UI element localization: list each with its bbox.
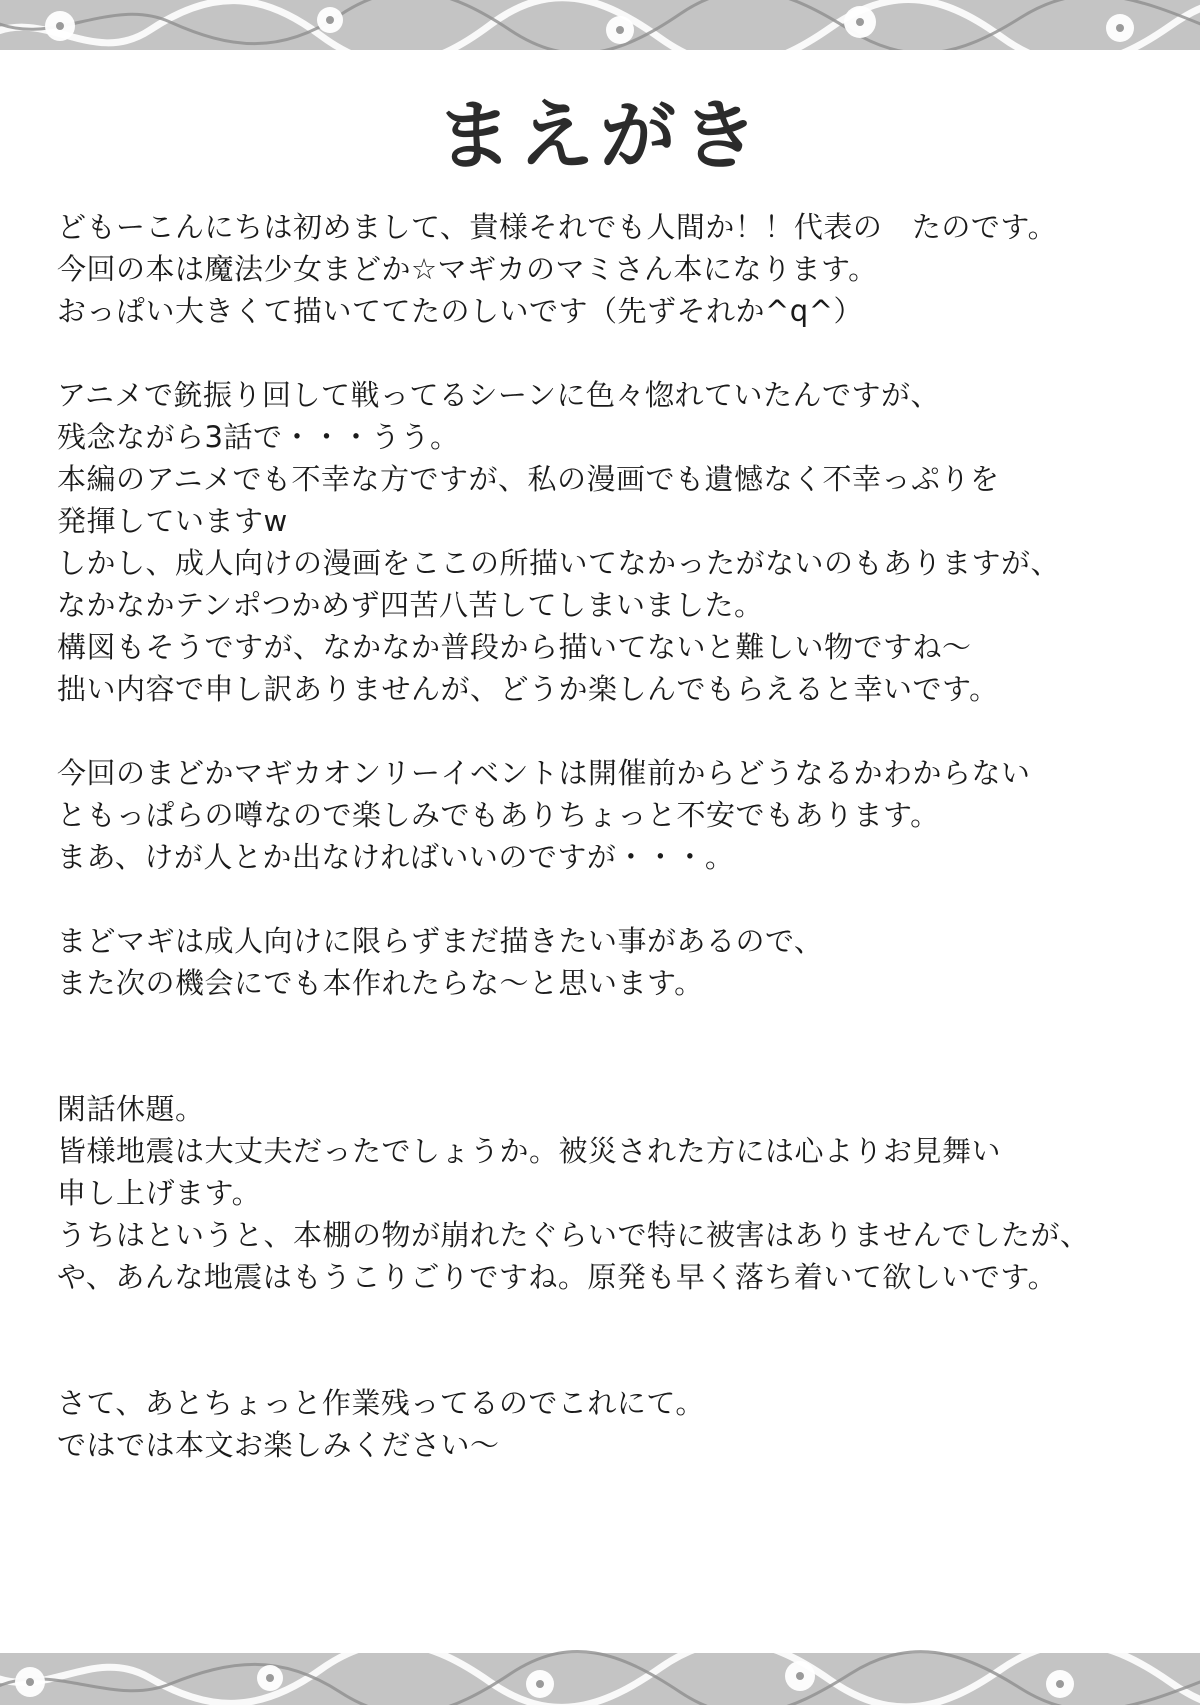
text-line: さて、あとちょっと作業残ってるのでこれにて。 <box>57 1386 705 1420</box>
text-line: 拙い内容で申し訳ありませんが、どうか楽しんでもらえると幸いです。 <box>57 672 999 706</box>
text-line: 今回の本は魔法少女まどか☆マギカのマミさん本になります。 <box>57 252 878 286</box>
text-line: 構図もそうですが、なかなか普段から描いてないと難しい物ですね〜 <box>57 630 972 664</box>
paragraph-spacer <box>57 1004 1157 1088</box>
text-line: 皆様地震は大丈夫だったでしょうか。被災された方には心よりお見舞い <box>57 1134 1002 1168</box>
text-line: なかなかテンポつかめず四苦八苦してしまいました。 <box>57 588 764 622</box>
paragraph <box>57 1088 1157 1298</box>
page-title: まえがき <box>436 91 764 180</box>
text-line: ではでは本文お楽しみください〜 <box>57 1428 500 1462</box>
text-line: 閑話休題。 <box>57 1092 205 1126</box>
text-line: ともっぱらの噂なので楽しみでもありちょっと不安でもあります。 <box>57 798 940 832</box>
paragraph-spacer <box>57 878 1157 920</box>
floral-pattern-bottom <box>0 1648 1200 1705</box>
preface-body <box>57 206 1157 1466</box>
text-line: おっぱい大きくて描いててたのしいです（先ずそれか^q^） <box>57 294 864 328</box>
paragraph <box>57 206 1157 332</box>
paragraph <box>57 752 1157 878</box>
text-line: 今回のまどかマギカオンリーイベントは開催前からどうなるかわからない <box>57 756 1031 790</box>
text-line: どもーこんにちは初めまして、貴様それでも人間か！！代表の たのです。 <box>57 210 1058 244</box>
text-line: しかし、成人向けの漫画をここの所描いてなかったがないのもありますが、 <box>57 546 1061 580</box>
text-line: まあ、けが人とか出なければいいのですが・・・。 <box>57 840 735 874</box>
paragraph-spacer <box>57 1298 1157 1382</box>
text-line: 発揮していますw <box>57 504 288 538</box>
paragraph-spacer <box>57 710 1157 752</box>
paragraph <box>57 374 1157 710</box>
floral-pattern-top <box>0 0 1200 56</box>
text-line: や、あんな地震はもうこりごりですね。原発も早く落ち着いて欲しいです。 <box>57 1260 1058 1294</box>
text-line: まどマギは成人向けに限らずまだ描きたい事があるので、 <box>57 924 824 958</box>
text-line: 残念ながら3話で・・・うう。 <box>57 420 460 454</box>
text-line: また次の機会にでも本作れたらな〜と思います。 <box>57 966 704 1000</box>
text-line: うちはというと、本棚の物が崩れたぐらいで特に被害はありませんでしたが、 <box>57 1218 1090 1252</box>
paragraph-spacer <box>57 332 1157 374</box>
top-decorative-border <box>0 0 1200 56</box>
text-line: 本編のアニメでも不幸な方ですが、私の漫画でも遺憾なく不幸っぷりを <box>57 462 1000 496</box>
text-line: 申し上げます。 <box>57 1176 262 1210</box>
paragraph <box>57 1382 1157 1466</box>
text-line: アニメで銃振り回して戦ってるシーンに色々惚れていたんですが、 <box>57 378 940 412</box>
bottom-decorative-border <box>0 1648 1200 1705</box>
paragraph <box>57 920 1157 1004</box>
